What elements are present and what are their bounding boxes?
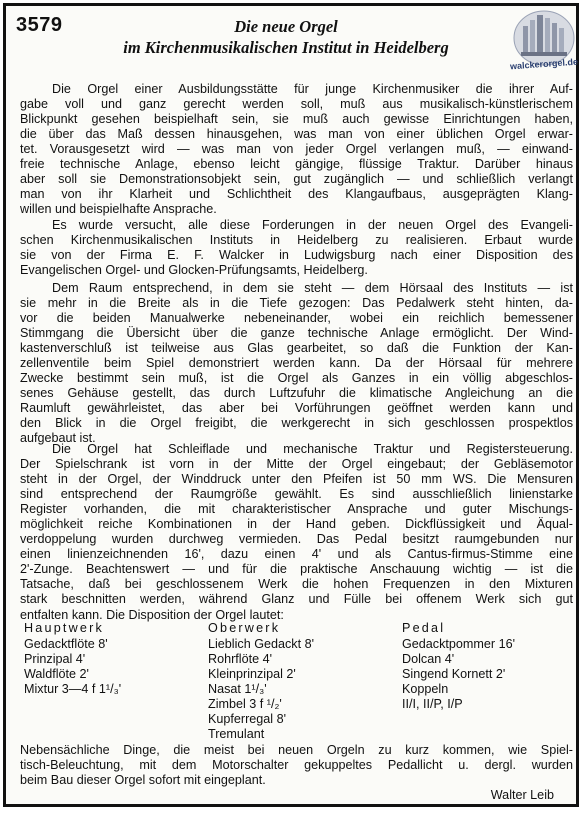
disposition-table — [20, 621, 573, 751]
stop-item: Kleinprinzipal 2' — [208, 667, 296, 681]
text-line: Register vorhanden, die mit charakteristischer Ansprache und guter Mischungs- — [20, 502, 573, 517]
title-line-2: im Kirchenmusikalischen Institut in Heidelberg — [123, 38, 449, 57]
stop-item: Koppeln — [402, 682, 449, 696]
stop-item: Waldflöte 2' — [24, 667, 89, 681]
text-line: entfalten kann. Die Disposition der Orgel lautet: — [20, 607, 284, 622]
stop-item: Gedacktflöte 8' — [24, 637, 108, 651]
text-line: beim Bau dieser Orgel sofort mit eingeplant. — [20, 773, 266, 788]
article-number: 3579 — [16, 14, 63, 36]
text-line: schen Kirchenmusikalischen Instituts in Heidelberg zu realisieren. Erbaut wurde — [20, 233, 573, 248]
text-line: sie mehr in die Breite als in die Tiefe gezogen: Das Pedalwerk steht hinten, da- — [20, 296, 573, 311]
text-line: aufgebaut ist. — [20, 431, 96, 446]
stop-item: Gedacktpommer 16' — [402, 637, 515, 651]
text-line: tisch-Beleuchtung, mit dem Motorschalter gekuppeltes Pedallicht u. dergl. wurden — [20, 758, 573, 773]
text-line: Der Spielschrank ist vorn in der Mitte der Orgel eingebaut; der Gebläsemotor — [20, 457, 573, 472]
text-line: Zwecke bestimmt sein muß, ist die Orgel als Ganzes in ein völlig abgeschlos- — [20, 371, 573, 386]
column-oberwerk — [208, 621, 314, 742]
column-heading: Pedal — [402, 621, 446, 635]
text-line: Evangelischen Orgel- und Glocken-Prüfungsamts, Heidelberg. — [20, 263, 368, 278]
text-line: freie technische Anlage, ebenso leicht gängige, flüssige Traktur. Darüber hinaus — [20, 157, 573, 172]
stop-item: Kupferregal 8' — [208, 712, 287, 726]
text-line: sie von der Firma E. F. Walcker in Ludwigsburg nach einer Disposition des — [20, 248, 573, 263]
text-line: Stimmgang die Übersicht über die ganze technische Anlage ermöglicht. Der Wind- — [20, 326, 573, 341]
column-heading: Hauptwerk — [24, 621, 104, 635]
text-line: aber soll sie Demonstrationsobjekt sein, gut zugänglich — und schließlich verlangt — [20, 172, 573, 187]
title-line-1: Die neue Orgel — [234, 17, 338, 36]
logo-text: walckerorgel.de — [509, 56, 579, 72]
text-line: stark beschnitten werden, während Glanz und Fülle bei offenem Werk sich gut — [20, 592, 573, 607]
text-line: senes Gehäuse gestellt, das durch Luftzufuhr die klimatische Angleichung an die — [20, 386, 573, 401]
stop-item: Prinzipal 4' — [24, 652, 86, 666]
text-line: tet. Vorausgesetzt wird — was man von jeder Orgel verlangen muß, — einwand- — [20, 142, 573, 157]
text-line: Nebensächliche Dinge, die meist bei neuen Orgeln zu kurz kommen, wie Spiel- — [20, 743, 573, 757]
text-line: man von ihr Klarheit und Schlichtheit des Klangaufbaus, ausgeprägten Klang- — [20, 187, 573, 202]
text-line: Die Orgel hat Schleiflade und mechanische Traktur und Registersteuerung. — [52, 442, 573, 456]
text-line: Die Orgel einer Ausbildungsstätte für junge Kirchenmusiker die ihrer Auf- — [52, 82, 573, 96]
stop-item: Zimbel 3 f ¹/₂' — [208, 697, 282, 711]
text-line: steht in der Orgel, der Winddruck unter den Pfeifen ist 50 mm WS. Die Mensuren — [20, 472, 573, 487]
stop-item: Tremulant — [208, 727, 265, 741]
text-line: zellenventile beim Spiel demonstriert werden kann. Da der Hörsaal für mehrere — [20, 356, 573, 371]
column-hauptwerk — [24, 621, 121, 697]
text-line: verdoppelung wurden durchweg vermieden. Das Pedal besitzt raumgebunden nur — [20, 532, 573, 547]
stop-item: Lieblich Gedackt 8' — [208, 637, 315, 651]
text-line: Es wurde versucht, alle diese Forderungen in der neuen Orgel des Evangeli- — [52, 218, 573, 232]
closing-paragraph — [20, 743, 573, 788]
paragraph-2 — [20, 218, 573, 278]
text-line: 2'-Zunge. Beachtenswert — und für die praktische Anschauung wichtig — ist die — [20, 562, 573, 577]
stop-item: Mixtur 3—4 f 1¹/₃' — [24, 682, 122, 696]
text-line: Tatsache, daß bei geschlossenem Werk die hohen Frequenzen in den Mixturen — [20, 577, 573, 592]
text-line: kastenverschluß ist teilweise aus Glas gearbeitet, so daß die Funktion der Kan- — [20, 341, 573, 356]
text-line: sind entsprechend der Raumgröße gewählt. Es sind ausschließlich linienstarke — [20, 487, 573, 502]
stop-item: Rohrflöte 4' — [208, 652, 273, 666]
text-line: Dem Raum entsprechend, in dem sie steht — dem Hörsaal des Instituts — ist — [52, 281, 573, 295]
text-line: vor die beiden Manualwerke nebeneinander, wobei ein reichlich bemessener — [20, 311, 573, 326]
text-line: den Blick in die Orgel freigibt, die werkgerecht in sich geschlossen prospektlos — [20, 416, 573, 431]
column-heading: Oberwerk — [208, 621, 281, 635]
paragraph-3 — [20, 281, 573, 447]
stop-item: Dolcan 4' — [402, 652, 455, 666]
text-line: möglichkeit reiche Kombinationen in der Hand geben. Dickflüssigkeit und Äqual- — [20, 517, 573, 532]
text-line: gabe voll und ganz gerecht werden soll, muß aus musikalisch-künstlerischem — [20, 97, 573, 112]
text-line: Raumluft gewährleistet, das aber bei Vorführungen geöffnet werden kann und — [20, 401, 573, 416]
paragraph-4 — [20, 442, 573, 623]
paragraph-1 — [20, 82, 573, 217]
text-line: die über das Maß dessen hinausgehen, was man von einer üblichen Orgel erwar- — [20, 127, 573, 142]
column-pedal — [402, 621, 515, 712]
stop-item: Singend Kornett 2' — [402, 667, 506, 681]
author-signature: Walter Leib — [490, 788, 554, 802]
text-line: willen und beispielhafte Ansprache. — [20, 202, 217, 217]
stop-item: Nasat 1¹/₃' — [208, 682, 267, 696]
stop-item: II/I, II/P, I/P — [402, 697, 463, 711]
text-line: Blickpunkt gesehen beispielhaft sein, sie muß auch gewisse Einrichtungen haben, — [20, 112, 573, 127]
text-line: einen linienzeichnenden 16', dazu einen 4' und als Cantus-firmus-Stimme eine — [20, 547, 573, 562]
document-page — [3, 3, 579, 807]
